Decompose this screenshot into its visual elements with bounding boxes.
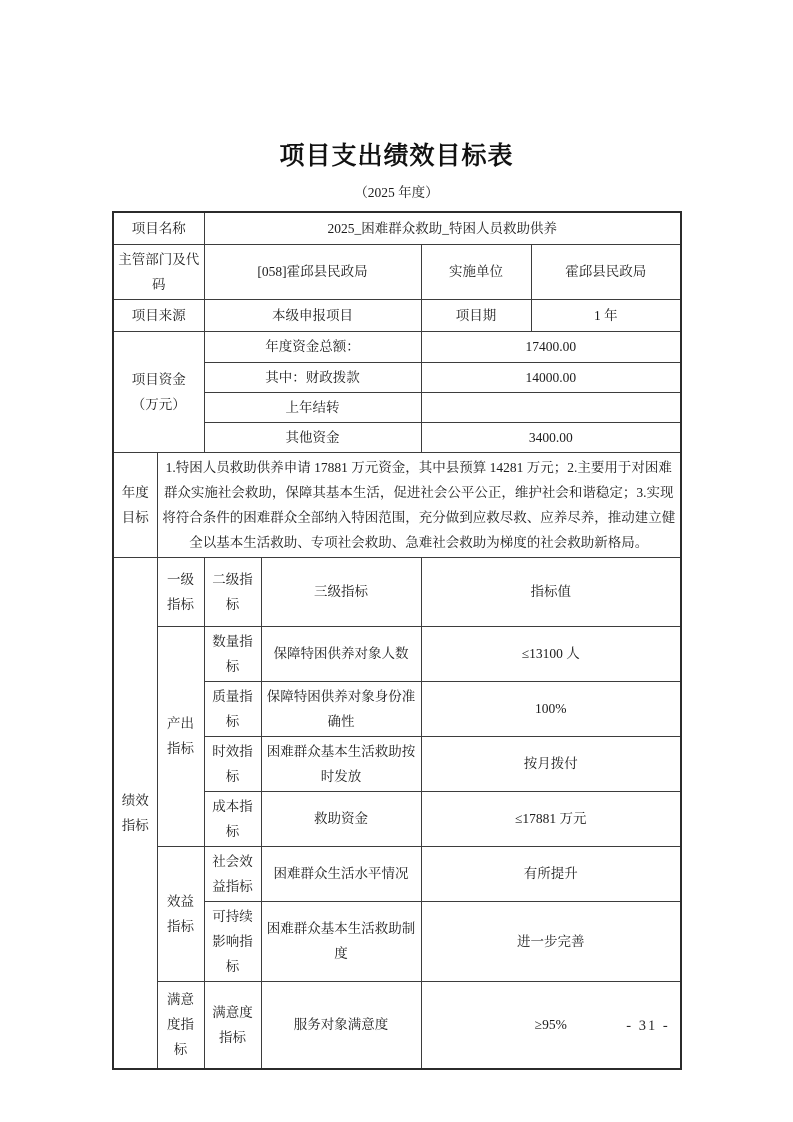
header-target-value: 指标值: [421, 557, 681, 626]
project-period-value: 1 年: [531, 299, 681, 331]
funding-label-line1: 项目资金: [131, 371, 186, 387]
value-timeliness: 按月拨付: [421, 736, 681, 791]
funding-label-line2: （万元）: [131, 396, 186, 412]
level3-sustainability: 困难群众基本生活救助制度: [261, 901, 421, 981]
level3-quality: 保障特困供养对象身份准确性: [261, 681, 421, 736]
impl-unit-label: 实施单位: [421, 244, 531, 299]
funding-item-other-label: 其他资金: [204, 422, 421, 452]
level2-quality: 质量指标: [204, 681, 261, 736]
value-satisfaction: ≥95%: [421, 981, 681, 1069]
table-row: [113, 452, 681, 557]
project-source-value: 本级申报项目: [204, 299, 421, 331]
level3-satisfaction: 服务对象满意度: [261, 981, 421, 1069]
table-row: [113, 981, 681, 1069]
table-row: [113, 331, 681, 362]
funding-label: [113, 331, 204, 452]
level2-timeliness: 时效指标: [204, 736, 261, 791]
page-title: 项目支出绩效目标表: [279, 142, 514, 170]
project-name-value: 2025_困难群众救助_特困人员救助供养: [204, 212, 681, 244]
page-subtitle: （2025 年度）: [354, 185, 439, 200]
department-value: [058]霍邱县民政局: [204, 244, 421, 299]
department-label: 主管部门及代码: [113, 244, 204, 299]
level3-cost: 救助资金: [261, 791, 421, 846]
table-row: [113, 557, 681, 626]
impl-unit-value: 霍邱县民政局: [531, 244, 681, 299]
table-row: [113, 212, 681, 244]
project-source-label: 项目来源: [113, 299, 204, 331]
funding-item-fiscal-label: 其中：财政拨款: [204, 362, 421, 392]
annual-goal-label: 年度目标: [113, 452, 157, 557]
performance-section-label: 绩效指标: [113, 557, 157, 1069]
funding-item-total-value: 17400.00: [421, 331, 681, 362]
table-row: [113, 244, 681, 299]
level2-sustainability: 可持续影响指标: [204, 901, 261, 981]
level2-quantity: 数量指标: [204, 626, 261, 681]
value-cost: ≤17881 万元: [421, 791, 681, 846]
funding-item-other-value: 3400.00: [421, 422, 681, 452]
funding-item-carryover-label: 上年结转: [204, 392, 421, 422]
funding-item-total-label: 年度资金总额：: [204, 331, 421, 362]
page-number: - 31 -: [626, 1018, 670, 1034]
level2-cost: 成本指标: [204, 791, 261, 846]
level3-social-benefit: 困难群众生活水平情况: [261, 846, 421, 901]
annual-goal-text: 1.特困人员救助供养申请 17881 万元资金，其中县预算 14281 万元；2.主要用于对困难群众实施社会救助，保障其基本生活，促进社会公平公正，维护社会和谐稳定；3.实现将符合条件的困难群众全部纳入特困范围，充分做到应救尽救、应养尽养，推动建立健全以基本生活救助、专项社会救助、急难社会救助为梯度的社会救助新格局。: [157, 452, 681, 557]
level2-social-benefit: 社会效益指标: [204, 846, 261, 901]
level1-satisfaction: 满意度指标: [157, 981, 204, 1069]
funding-item-carryover-value: [421, 392, 681, 422]
level1-output: 产出指标: [157, 626, 204, 846]
header-level3: 三级指标: [261, 557, 421, 626]
value-quantity: ≤13100 人: [421, 626, 681, 681]
table-row: [113, 299, 681, 331]
value-sustainability: 进一步完善: [421, 901, 681, 981]
project-name-label: 项目名称: [113, 212, 204, 244]
header-level2: 二级指标: [204, 557, 261, 626]
level3-timeliness: 困难群众基本生活救助按时发放: [261, 736, 421, 791]
value-quality: 100%: [421, 681, 681, 736]
performance-target-table: [112, 211, 682, 1070]
project-period-label: 项目期: [421, 299, 531, 331]
value-social-benefit: 有所提升: [421, 846, 681, 901]
level3-quantity: 保障特困供养对象人数: [261, 626, 421, 681]
level1-benefit: 效益指标: [157, 846, 204, 981]
funding-item-fiscal-value: 14000.00: [421, 362, 681, 392]
level2-satisfaction: 满意度指标: [204, 981, 261, 1069]
table-row: [113, 626, 681, 681]
header-level1: 一级指标: [157, 557, 204, 626]
table-row: [113, 846, 681, 901]
